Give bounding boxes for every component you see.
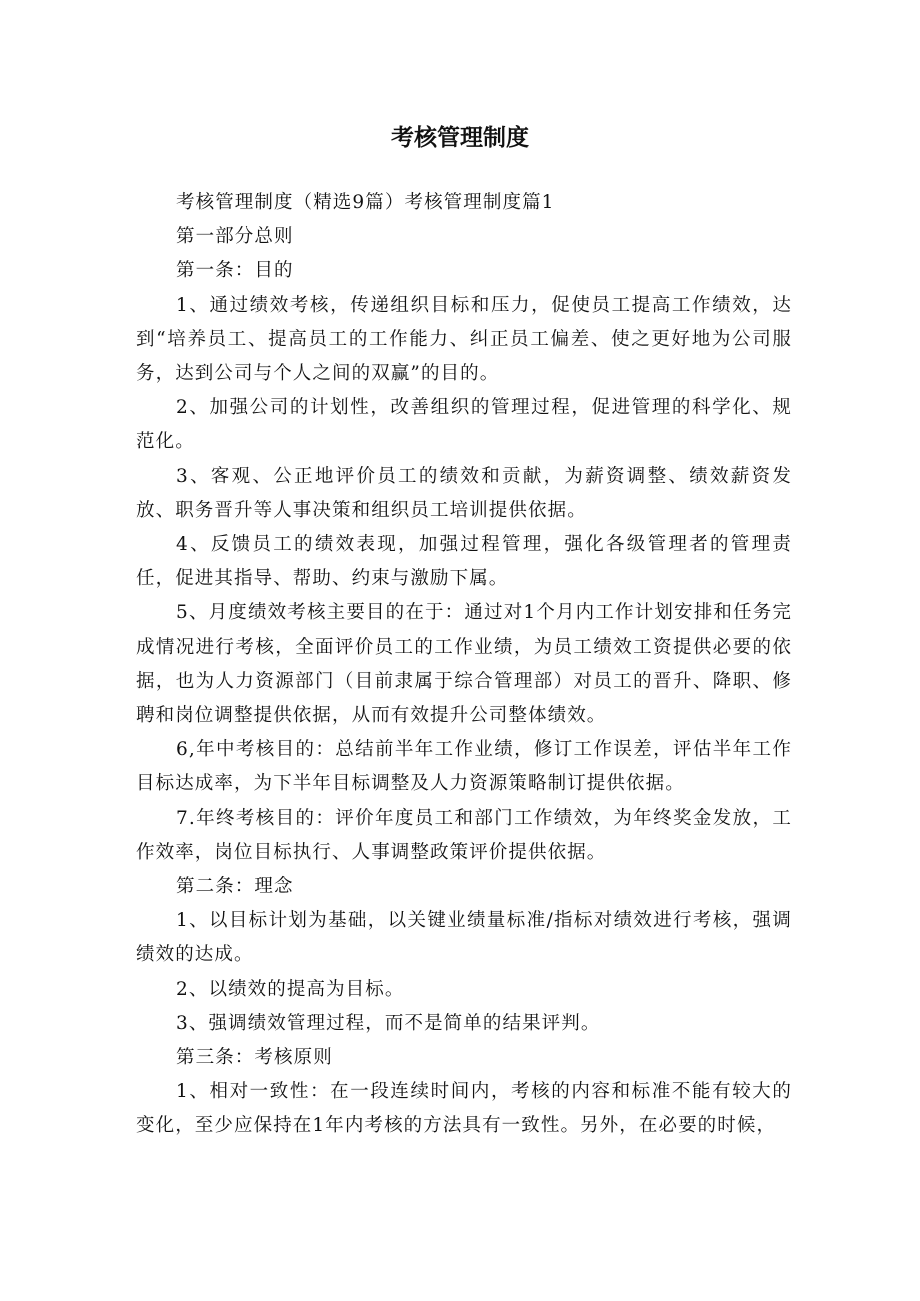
subtitle-line: 考核管理制度（精选9篇）考核管理制度篇1 (176, 192, 555, 213)
paragraph-purpose-5: 5、月度绩效考核主要目的在于：通过对1个月内工作计划安排和任务完成情况进行考核，全面评价员工的工作业绩，为员工绩效工资提供必要的依据，也为人力资源部门（目前隶属于综合管理部）对员工的晋升、降职、修聘和岗位调整提供依据，从而有效提升公司整体绩效。 (136, 602, 792, 727)
paragraph-principles-1: 1、相对一致性：在一段连续时间内，考核的内容和标准不能有较大的变化，至少应保持在1年内考核的方法具有一致性。另外，在必要的时候， (136, 1081, 792, 1137)
paragraph-philosophy-1: 1、以目标计划为基础，以关键业绩量标准/指标对绩效进行考核，强调绩效的达成。 (136, 910, 792, 966)
paragraph-purpose-7: 7.年终考核目的：评价年度员工和部门工作绩效，为年终奖金发放，工作效率，岗位目标执行、人事调整政策评价提供依据。 (136, 807, 792, 863)
document-title: 考核管理制度 (391, 125, 529, 151)
paragraph-philosophy-2: 2、以绩效的提高为目标。 (176, 978, 405, 1000)
part-heading: 第一部分总则 (176, 226, 294, 248)
article-heading-purpose: 第一条：目的 (176, 260, 294, 282)
document-body (136, 186, 792, 1144)
paragraph-purpose-4: 4、反馈员工的绩效表现，加强过程管理，强化各级管理者的管理责任，促进其指导、帮助、约束与激励下属。 (136, 534, 792, 590)
paragraph-purpose-1: 1、通过绩效考核，传递组织目标和压力，促使员工提高工作绩效，达到“培养员工、提高员工的工作能力、纠正员工偏差、使之更好地为公司服务，达到公司与个人之间的双赢”的目的。 (136, 294, 792, 385)
paragraph-purpose-6: 6,年中考核目的：总结前半年工作业绩，修订工作误差，评估半年工作目标达成率，为下半年目标调整及人力资源策略制订提供依据。 (136, 739, 792, 795)
paragraph-purpose-2: 2、加强公司的计划性，改善组织的管理过程，促进管理的科学化、规范化。 (136, 397, 792, 453)
article-heading-philosophy: 第二条：理念 (176, 876, 294, 898)
paragraph-philosophy-3: 3、强调绩效管理过程，而不是简单的结果评判。 (176, 1012, 601, 1034)
paragraph-purpose-3: 3、客观、公正地评价员工的绩效和贡献，为薪资调整、绩效薪资发放、职务晋升等人事决策和组织员工培训提供依据。 (136, 465, 792, 521)
article-heading-principles: 第三条：考核原则 (176, 1047, 333, 1069)
